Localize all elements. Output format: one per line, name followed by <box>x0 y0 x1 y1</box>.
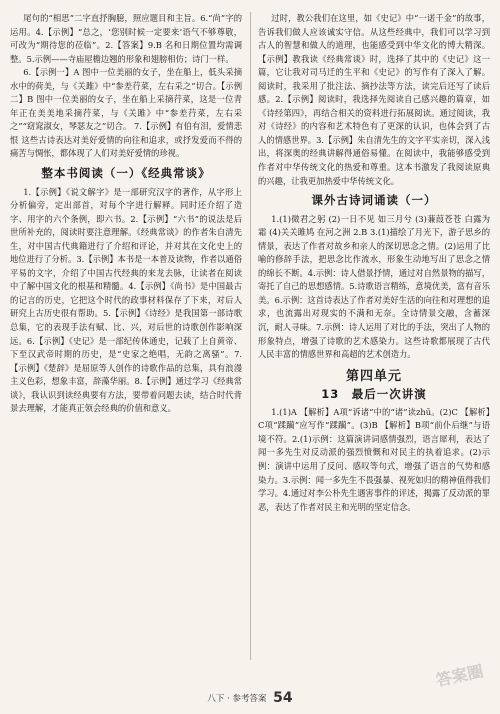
left-paragraph-2: 6.【示例一】A 图中一位美丽的女子，坐在船上，低头采摘水中的荷美，与《关雎》中“参差荇菜，左右采之”切合。【示例二】B 图中一位美丽的女子，坐在船上采摘荇菜，这是一位青年正在美美地采摘荇菜，与《关雎》中“参差荇菜，左右采之”“窈窕淑女，琴瑟友之”切合。 7.【示例】有伯有泪，爱情悲恨 这些古诗表达对美好爱情的向往和追求，或抒发爱而不得的痛苦与惆怅，都体现了人们对美好爱情的珍视。 <box>10 67 242 159</box>
watermark-text: 答案圈 <box>434 661 486 691</box>
page-number: 54 <box>273 690 293 706</box>
left-paragraph-1: 尾句的“相思”二字直抒胸臆，照应题目和主旨。6.“尚”字的运用。4.【示例】“总之，‘您别时候一定要来’语气不够尊敬，可改为“期待您的莅临”。2.【答案】9.B 名和日期位置均需调整。5.示例——寺庙屋檐边翘的形象和翅膀相仿；诗门一样。 <box>10 13 242 64</box>
right-paragraph-3: 1.(1)A 【解析】A项“诉诸”中的“诸”读zhū。(2)C 【解析】C项“蹂躏”应写作“蹂躏”。(3)B 【解析】B项“前仆后继”与语境不符。2.(1)示例：这篇演讲词感情强烈，语言犀利，表达了闻一多先生对反动派的强烈愤慨和对民主的执着追求。(2)示例：演讲中运用了反问、感叹等句式，增强了语言的气势和感染力。3.示例：闻一多先生不畏强暴、视死如归的精神值得我们学习。4.通过对李公朴先生遇害事件的评述，揭露了反动派的罪恶，表达了作者对民主和光明的坚定信念。 <box>258 406 490 512</box>
left-column <box>10 12 242 416</box>
left-paragraph-3: 1.【示例】《说文解字》是一部研究汉字的著作，从字形上分析偏旁，定出部首，对每个字进行解释。同时还介绍了造字、用字的六个条例，即六书。2.【示例】“六书”的说法是后世所补充的，阅读时要注意理解。《经典常谈》的作者朱自清先生，对中国古代典籍进行了介绍和评论，并对其在文化史上的地位进行了分析。3.【示例】本书是一本普及读物，作者以通俗平易的文字，介绍了中国古代经典的来龙去脉，让读者在阅读中了解中国文化的根基和精髓。4.【示例】《尚书》是中国最古的记言的历史，它把这个时代的政事材料保存了下来，对后人研究上古历史很有帮助。5.【示例】《诗经》是我国第一部诗歌总集，它的表现手法有赋、比、兴，对后世的诗歌创作影响深远。6.【示例】《史记》是一部纪传体通史，记载了上自黄帝、下至汉武帝时期的历史，是“史家之绝唱，无韵之离骚”。7.【示例】《楚辞》是屈原等人创作的诗歌作品的总集，具有浪漫主义色彩，想象丰富，辞藻华丽。8.【示例】通过学习《经典常谈》，我认识到读经典要有方法，要带着问题去读，结合时代背景去理解，才能真正领会经典的价值和意义。 <box>10 186 242 414</box>
page-footer <box>0 690 500 706</box>
column-divider <box>250 12 251 660</box>
section-heading-poetry-reading: 课外古诗词诵读（一） <box>311 193 437 208</box>
right-paragraph-1: 过时，教公我们在这里，如《史记》中“一诺千金”的故事，告诉我们做人应该诚实守信。从这些经典中，我们可以学习到古人的智慧和做人的道理，也能感受到中华文化的博大精深。【示例】教我读《经典常谈》时，选择了其中的《史记》这一篇，它让我对司马迁的生平和《史记》的写作有了深入了解。阅读时，我采用了批注法、摘抄法等方法，读完后还写了读后感。2.【示例】阅读时，我选择先阅读自己感兴趣的篇章，如《诗经第四》，再结合相关的资料进行拓展阅读。通过阅读，我对《诗经》的内容和艺术特色有了更深的认识，也体会到了古人的情感世界。3.【示例】朱自清先生的文字平实亲切，深入浅出，将深奥的经典讲解得通俗易懂。在阅读中，我能够感受到作者对中华传统文化的热爱和尊重。这本书激发了我阅读原典的兴趣，让我更加热爱中华传统文化。 <box>258 13 490 186</box>
lesson-heading: 13 最后一次讲演 <box>321 387 427 402</box>
unit-heading: 第四单元 <box>345 368 402 384</box>
right-paragraph-2: 1.(1)微君之躬 (2)一日不见 如三月兮 (3)蒹葭苍苍 白露为霜 (4)关关雎鸠 在河之洲 2.B 3.(1)描绘了月光下，游子思乡的情景，表达了作者对故乡和亲人的深切思念之情。(2)运用了比喻的修辞手法，把思念比作流水，形象生动地写出了思念之情的绵长不断。4.示例：诗人借景抒情，通过对自然景物的描写，寄托了自己的思想感情。5.诗歌语言精练，意境优美，富有音乐美。6.示例：这首诗表达了作者对美好生活的向往和对理想的追求，也流露出对现实的不满和无奈。全诗情景交融，含蓄深沉，耐人寻味。7.示例：诗人运用了对比的手法，突出了人物的形象特点，增强了诗歌的艺术感染力。这些诗歌都展现了古代人民丰富的情感世界和高超的艺术创造力。 <box>258 213 490 360</box>
right-column <box>258 12 490 514</box>
section-heading-classics-reading: 整本书阅读（一）《经典常谈》 <box>41 166 211 181</box>
footer-label: 八下 · 参考答案 <box>207 694 267 704</box>
